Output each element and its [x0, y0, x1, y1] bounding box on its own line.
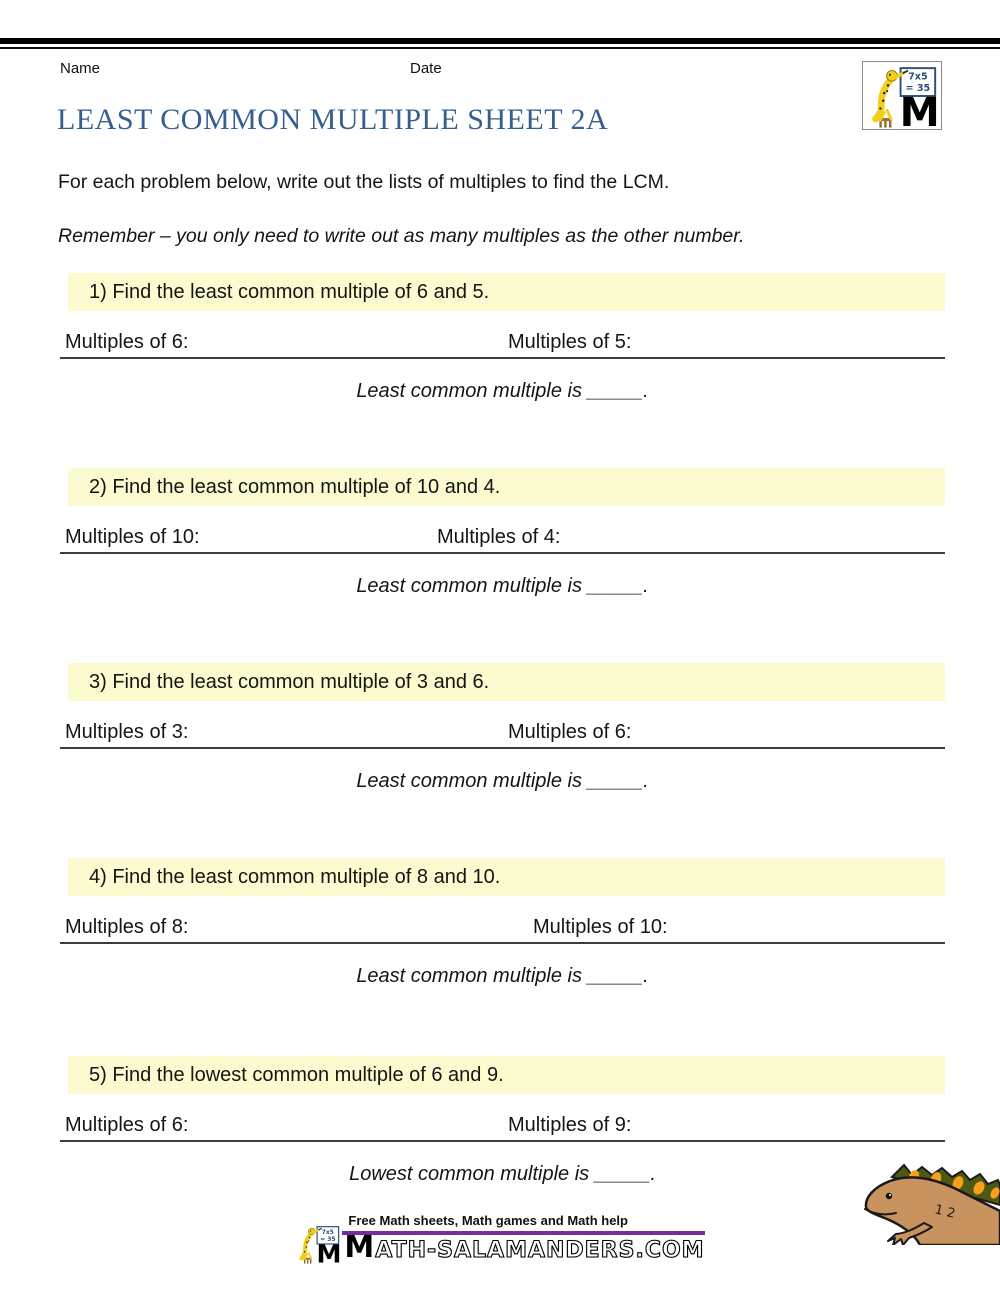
- answer-blank-line: Least common multiple is _____.: [356, 380, 649, 402]
- salamander-neck-marks: 1 2: [933, 1202, 957, 1222]
- question-bar: [68, 468, 945, 506]
- question-text: 1) Find the least common multiple of 6 and 5.: [89, 280, 490, 303]
- right-multiples-label: Multiples of 4:: [437, 526, 561, 548]
- salamander-illustration: [862, 1161, 1000, 1245]
- answer-blank-line: Least common multiple is _____.: [356, 965, 649, 987]
- instructions-text: For each problem below, write out the lists of multiples to find the LCM.: [58, 171, 670, 193]
- footer-site-rest: ATH-SALAMANDERS.COM: [375, 1238, 705, 1263]
- footer-site-name: [342, 1230, 705, 1265]
- question-bar: [68, 273, 945, 311]
- multiples-write-line: [60, 328, 945, 359]
- problem-5: [60, 1056, 945, 1221]
- question-bar: [68, 1056, 945, 1094]
- problem-4: [60, 858, 945, 1023]
- footer-salamander-easel-icon: [295, 1223, 341, 1265]
- page-title: LEAST COMMON MULTIPLE SHEET 2A: [57, 103, 609, 136]
- answer-blank-line: Least common multiple is _____.: [356, 575, 649, 597]
- left-multiples-label: Multiples of 3:: [65, 721, 189, 743]
- question-text: 2) Find the least common multiple of 10 and 4.: [89, 475, 501, 498]
- left-multiples-label: Multiples of 6:: [65, 331, 189, 353]
- multiples-write-line: [60, 1111, 945, 1142]
- problem-1: [60, 273, 945, 438]
- left-multiples-label: Multiples of 8:: [65, 916, 189, 938]
- question-text: 3) Find the least common multiple of 3 and 6.: [89, 670, 490, 693]
- left-multiples-label: Multiples of 6:: [65, 1114, 189, 1136]
- math-salamanders-logo: [862, 61, 942, 130]
- question-bar: [68, 858, 945, 896]
- top-rule: [0, 38, 1000, 49]
- right-multiples-label: Multiples of 10:: [533, 916, 668, 938]
- question-text: 4) Find the least common multiple of 8 and 10.: [89, 865, 501, 888]
- right-multiples-label: Multiples of 6:: [508, 721, 632, 743]
- answer-blank-line: Least common multiple is _____.: [356, 770, 649, 792]
- right-multiples-label: Multiples of 5:: [508, 331, 632, 353]
- multiples-write-line: [60, 718, 945, 749]
- left-multiples-label: Multiples of 10:: [65, 526, 200, 548]
- right-multiples-label: Multiples of 9:: [508, 1114, 632, 1136]
- multiples-write-line: [60, 913, 945, 944]
- date-label: Date: [410, 60, 442, 77]
- multiples-write-line: [60, 523, 945, 554]
- problem-2: [60, 468, 945, 633]
- footer-site-m: M: [344, 1230, 375, 1265]
- salamander-easel-icon: [865, 64, 939, 128]
- answer-blank-line: Lowest common multiple is _____.: [349, 1163, 656, 1185]
- footer-tagline: Free Math sheets, Math games and Math help: [342, 1213, 704, 1235]
- question-text: 5) Find the lowest common multiple of 6 and 9.: [89, 1063, 504, 1086]
- problem-3: [60, 663, 945, 828]
- name-label: Name: [60, 60, 101, 77]
- question-bar: [68, 663, 945, 701]
- reminder-text: Remember – you only need to write out as many multiples as the other number.: [58, 225, 745, 247]
- footer: [0, 1213, 1000, 1263]
